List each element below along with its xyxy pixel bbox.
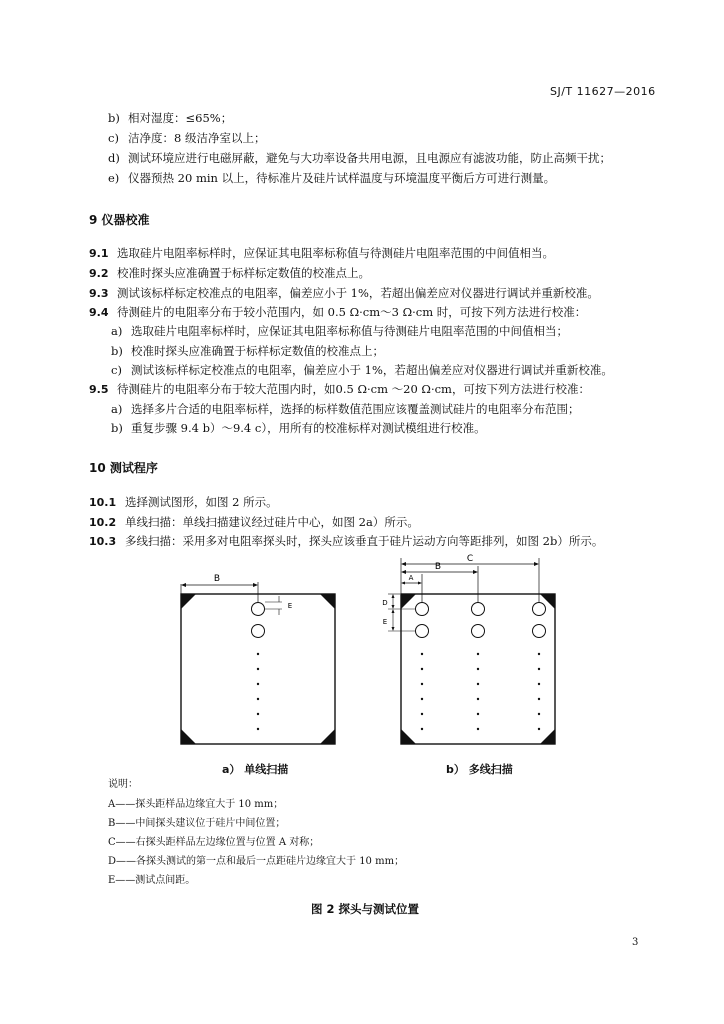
dim-d-label: D: [382, 599, 388, 607]
subitem-text: 选取硅片电阻率标样时，应保证其电阻率标称值与待测硅片电阻率范围的中间值相当；: [131, 324, 568, 338]
subitem-text: 重复步骤 9.4 b）～9.4 c），用所有的校准标样对测试模组进行校准。: [131, 421, 486, 435]
dim-e-label-left: E: [287, 602, 293, 610]
legend-item: [108, 873, 195, 888]
section-9-item: [89, 265, 370, 282]
section-9-item: [89, 381, 590, 398]
legend-item-text: B——中间探头建议位于硅片中间位置；: [108, 818, 286, 829]
section-10-title: 10 测试程序: [89, 461, 158, 475]
section-9-subitem: [111, 362, 613, 378]
item-number: 10.2: [89, 516, 117, 529]
item-text: 单线扫描：单线扫描建议经过硅片中心，如图 2a）所示。: [125, 515, 419, 529]
legend-item: [108, 835, 319, 850]
section-9-subitem: [111, 343, 384, 359]
figure-title: 图 2 探头与测试位置: [311, 902, 420, 916]
env-item-text: 洁净度：8 级洁净室以上；: [128, 131, 266, 145]
env-item: [108, 170, 555, 186]
item-text: 多线扫描：采用多对电阻率探头时，探头应该垂直于硅片运动方向等距排列，如图 2b）所示。: [125, 534, 604, 548]
env-item-label: b): [108, 111, 120, 125]
standard-number: SJ/T 11627—2016: [550, 85, 656, 98]
section-10-item: [89, 514, 419, 531]
subitem-label: b): [111, 344, 123, 358]
item-number: 9.4: [89, 306, 109, 319]
figure-2-diagram: [160, 552, 580, 784]
section-9-item: [89, 245, 554, 262]
legend-item-text: D——各探头测试的第一点和最后一点距硅片边缘宜大于 10 mm；: [108, 856, 405, 867]
item-number: 9.2: [89, 267, 109, 280]
figure-caption-a: a） 单线扫描: [222, 763, 289, 776]
single-scan-panel: [181, 574, 335, 744]
env-item-text: 仪器预热 20 min 以上，待标准片及硅片试样温度与环境温度平衡后方可进行测量。: [128, 171, 556, 185]
item-text: 待测硅片的电阻率分布于较小范围内，如 0.5 Ω·cm～3 Ω·cm 时，可按下列方法进行校准：: [117, 305, 587, 319]
figure-caption-b: b） 多线扫描: [446, 763, 513, 776]
subitem-label: b): [111, 421, 123, 435]
subitem-label: c): [111, 363, 122, 377]
subitem-label: a): [111, 402, 123, 416]
section-9-title: 9 仪器校准: [89, 213, 150, 227]
item-number: 10.3: [89, 535, 117, 548]
item-text: 测试该标样标定校准点的电阻率，偏差应小于 1%，若超出偏差应对仪器进行调试并重新校准。: [117, 286, 599, 300]
env-item: [108, 150, 611, 166]
item-number: 9.5: [89, 383, 109, 396]
env-item-label: d): [108, 151, 120, 165]
section-9-item: [89, 304, 586, 321]
dim-c-label: C: [466, 554, 474, 564]
legend-item-text: C——右探头距样品左边缘位置与位置 A 对称；: [108, 837, 320, 848]
item-number: 9.1: [89, 247, 109, 260]
item-text: 校准时探头应准确置于标样标定数值的校准点上。: [117, 266, 370, 280]
page-number: 3: [632, 937, 639, 948]
subitem-text: 校准时探头应准确置于标样标定数值的校准点上；: [131, 344, 384, 358]
multi-scan-panel: [382, 554, 555, 744]
section-9-subitem: [111, 323, 568, 339]
subitem-text: 测试该标样标定校准点的电阻率，偏差应小于 1%，若超出偏差应对仪器进行调试并重新校准。: [131, 363, 613, 377]
legend-item: [108, 854, 404, 869]
env-item: [108, 110, 232, 126]
legend-item: [108, 816, 285, 831]
legend-item: [108, 797, 283, 812]
item-number: 9.3: [89, 287, 109, 300]
env-item-text: 相对湿度：≤65%；: [128, 111, 233, 125]
legend-title: 说明：: [108, 779, 138, 790]
item-text: 选取硅片电阻率标样时，应保证其电阻率标称值与待测硅片电阻率范围的中间值相当。: [117, 246, 554, 260]
env-item-label: c): [108, 131, 119, 145]
item-text: 选择测试图形，如图 2 所示。: [125, 495, 278, 509]
dim-e-label-right: E: [382, 618, 388, 626]
section-10-item: [89, 494, 278, 511]
dim-a-label: A: [408, 574, 414, 582]
env-item: [108, 130, 265, 146]
env-item-label: e): [108, 171, 120, 185]
env-item-text: 测试环境应进行电磁屏蔽，避免与大功率设备共用电源，且电源应有滤波功能，防止高频干扰；: [128, 151, 611, 165]
legend-item-text: A——探头距样品边缘宜大于 10 mm；: [108, 799, 284, 810]
subitem-text: 选择多片合适的电阻率标样，选择的标样数值范围应该覆盖测试硅片的电阻率分布范围；: [131, 402, 580, 416]
section-9-subitem: [111, 420, 486, 436]
item-text: 待测硅片的电阻率分布于较大范围内时，如0.5 Ω·cm ～20 Ω·cm，可按下列方法进行校准：: [117, 382, 590, 396]
item-number: 10.1: [89, 496, 117, 509]
section-10-item: [89, 533, 603, 550]
legend-item-text: E——测试点间距。: [108, 875, 196, 886]
section-9-item: [89, 285, 599, 302]
section-9-subitem: [111, 401, 580, 417]
dim-b-label-left: B: [213, 574, 221, 584]
dim-b-label-right: B: [434, 562, 442, 572]
subitem-label: a): [111, 324, 123, 338]
